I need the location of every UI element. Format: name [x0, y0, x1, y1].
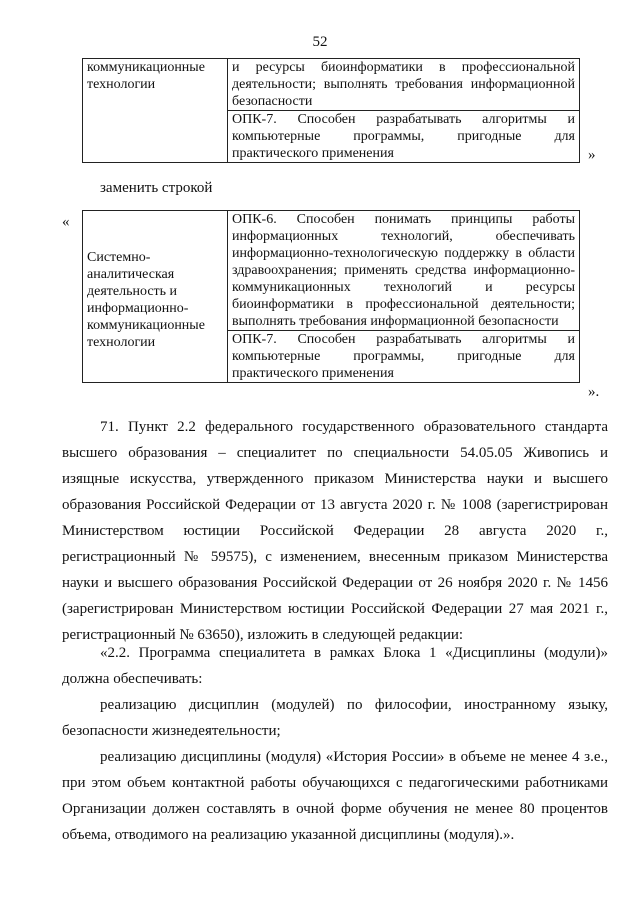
page-number: 52 [312, 34, 328, 50]
paragraph-disciplines [62, 692, 608, 744]
table1-row2-cell: ОПК-7. Способен разрабатывать алгоритмы и компьютерные программы, пригодные для практического применения [228, 111, 580, 163]
table2-row1-cell: ОПК-6. Способен понимать принципы работы информационных технологий, обеспечивать информационно-технологическую поддержку в области здравоохранения; применять средства информационно-коммуникационных технологий и ресурсы биоинформатики в профессиональной деятельности; выполнять требования информационной безопасности [228, 211, 580, 331]
table2-left-cell [83, 211, 228, 383]
table1-row1-cell: и ресурсы биоинформатики в профессиональной деятельности; выполнять требования информационной безопасности [228, 59, 580, 111]
table1-left-text: коммуникационные технологии [87, 60, 205, 92]
paragraph-disciplines-text: реализацию дисциплин (модулей) по философии, иностранному языку, безопасности жизнедеятельности; [62, 697, 608, 739]
paragraph-71-text: 71. Пункт 2.2 федерального государственного образовательного стандарта высшего образования – специалитет по специальности 54.05.05 Живопись и изящные искусства, утвержденного приказом Министерства науки и высшего образования Российской Федерации от 13 августа 2020 г. № 1008 (зарегистрирован Министерством юстиции Российской Федерации 28 августа 2020 г., регистрационный № 59575), с изменением, внесенным приказом Министерства науки и высшего образования Российской Федерации от 26 ноября 2020 г. № 1456 (зарегистрирован Министерством юстиции Российской Федерации 27 мая 2021 г., регистрационный № 63650), изложить в следующей редакции: [62, 419, 608, 643]
paragraph-71 [62, 414, 608, 648]
table1-close-quote: » [588, 147, 596, 163]
table-continuation [82, 58, 580, 163]
replace-line: заменить строкой [100, 180, 213, 196]
paragraph-2-2-text: «2.2. Программа специалитета в рамках Блока 1 «Дисциплины (модули)» должна обеспечивать: [62, 645, 608, 687]
paragraph-2-2 [62, 640, 608, 692]
paragraph-history-text: реализацию дисциплины (модуля) «История России» в объеме не менее 4 з.е., при этом объем контактной работы обучающихся с педагогическими работниками Организации должен составлять в очной форме обучения не менее 80 процентов объема, отводимого на реализацию указанной дисциплины (модуля).». [62, 749, 608, 843]
table2-left-text: Системно-аналитическая деятельность и информационно-коммуникационные технологии [87, 250, 205, 350]
table-replacement [82, 210, 580, 383]
table1-left-cell [83, 59, 228, 163]
table2-open-quote: « [62, 214, 70, 230]
table2-close-quote: ». [588, 384, 600, 400]
paragraph-history [62, 744, 608, 848]
table2-row2-cell: ОПК-7. Способен разрабатывать алгоритмы и компьютерные программы, пригодные для практического применения [228, 331, 580, 383]
